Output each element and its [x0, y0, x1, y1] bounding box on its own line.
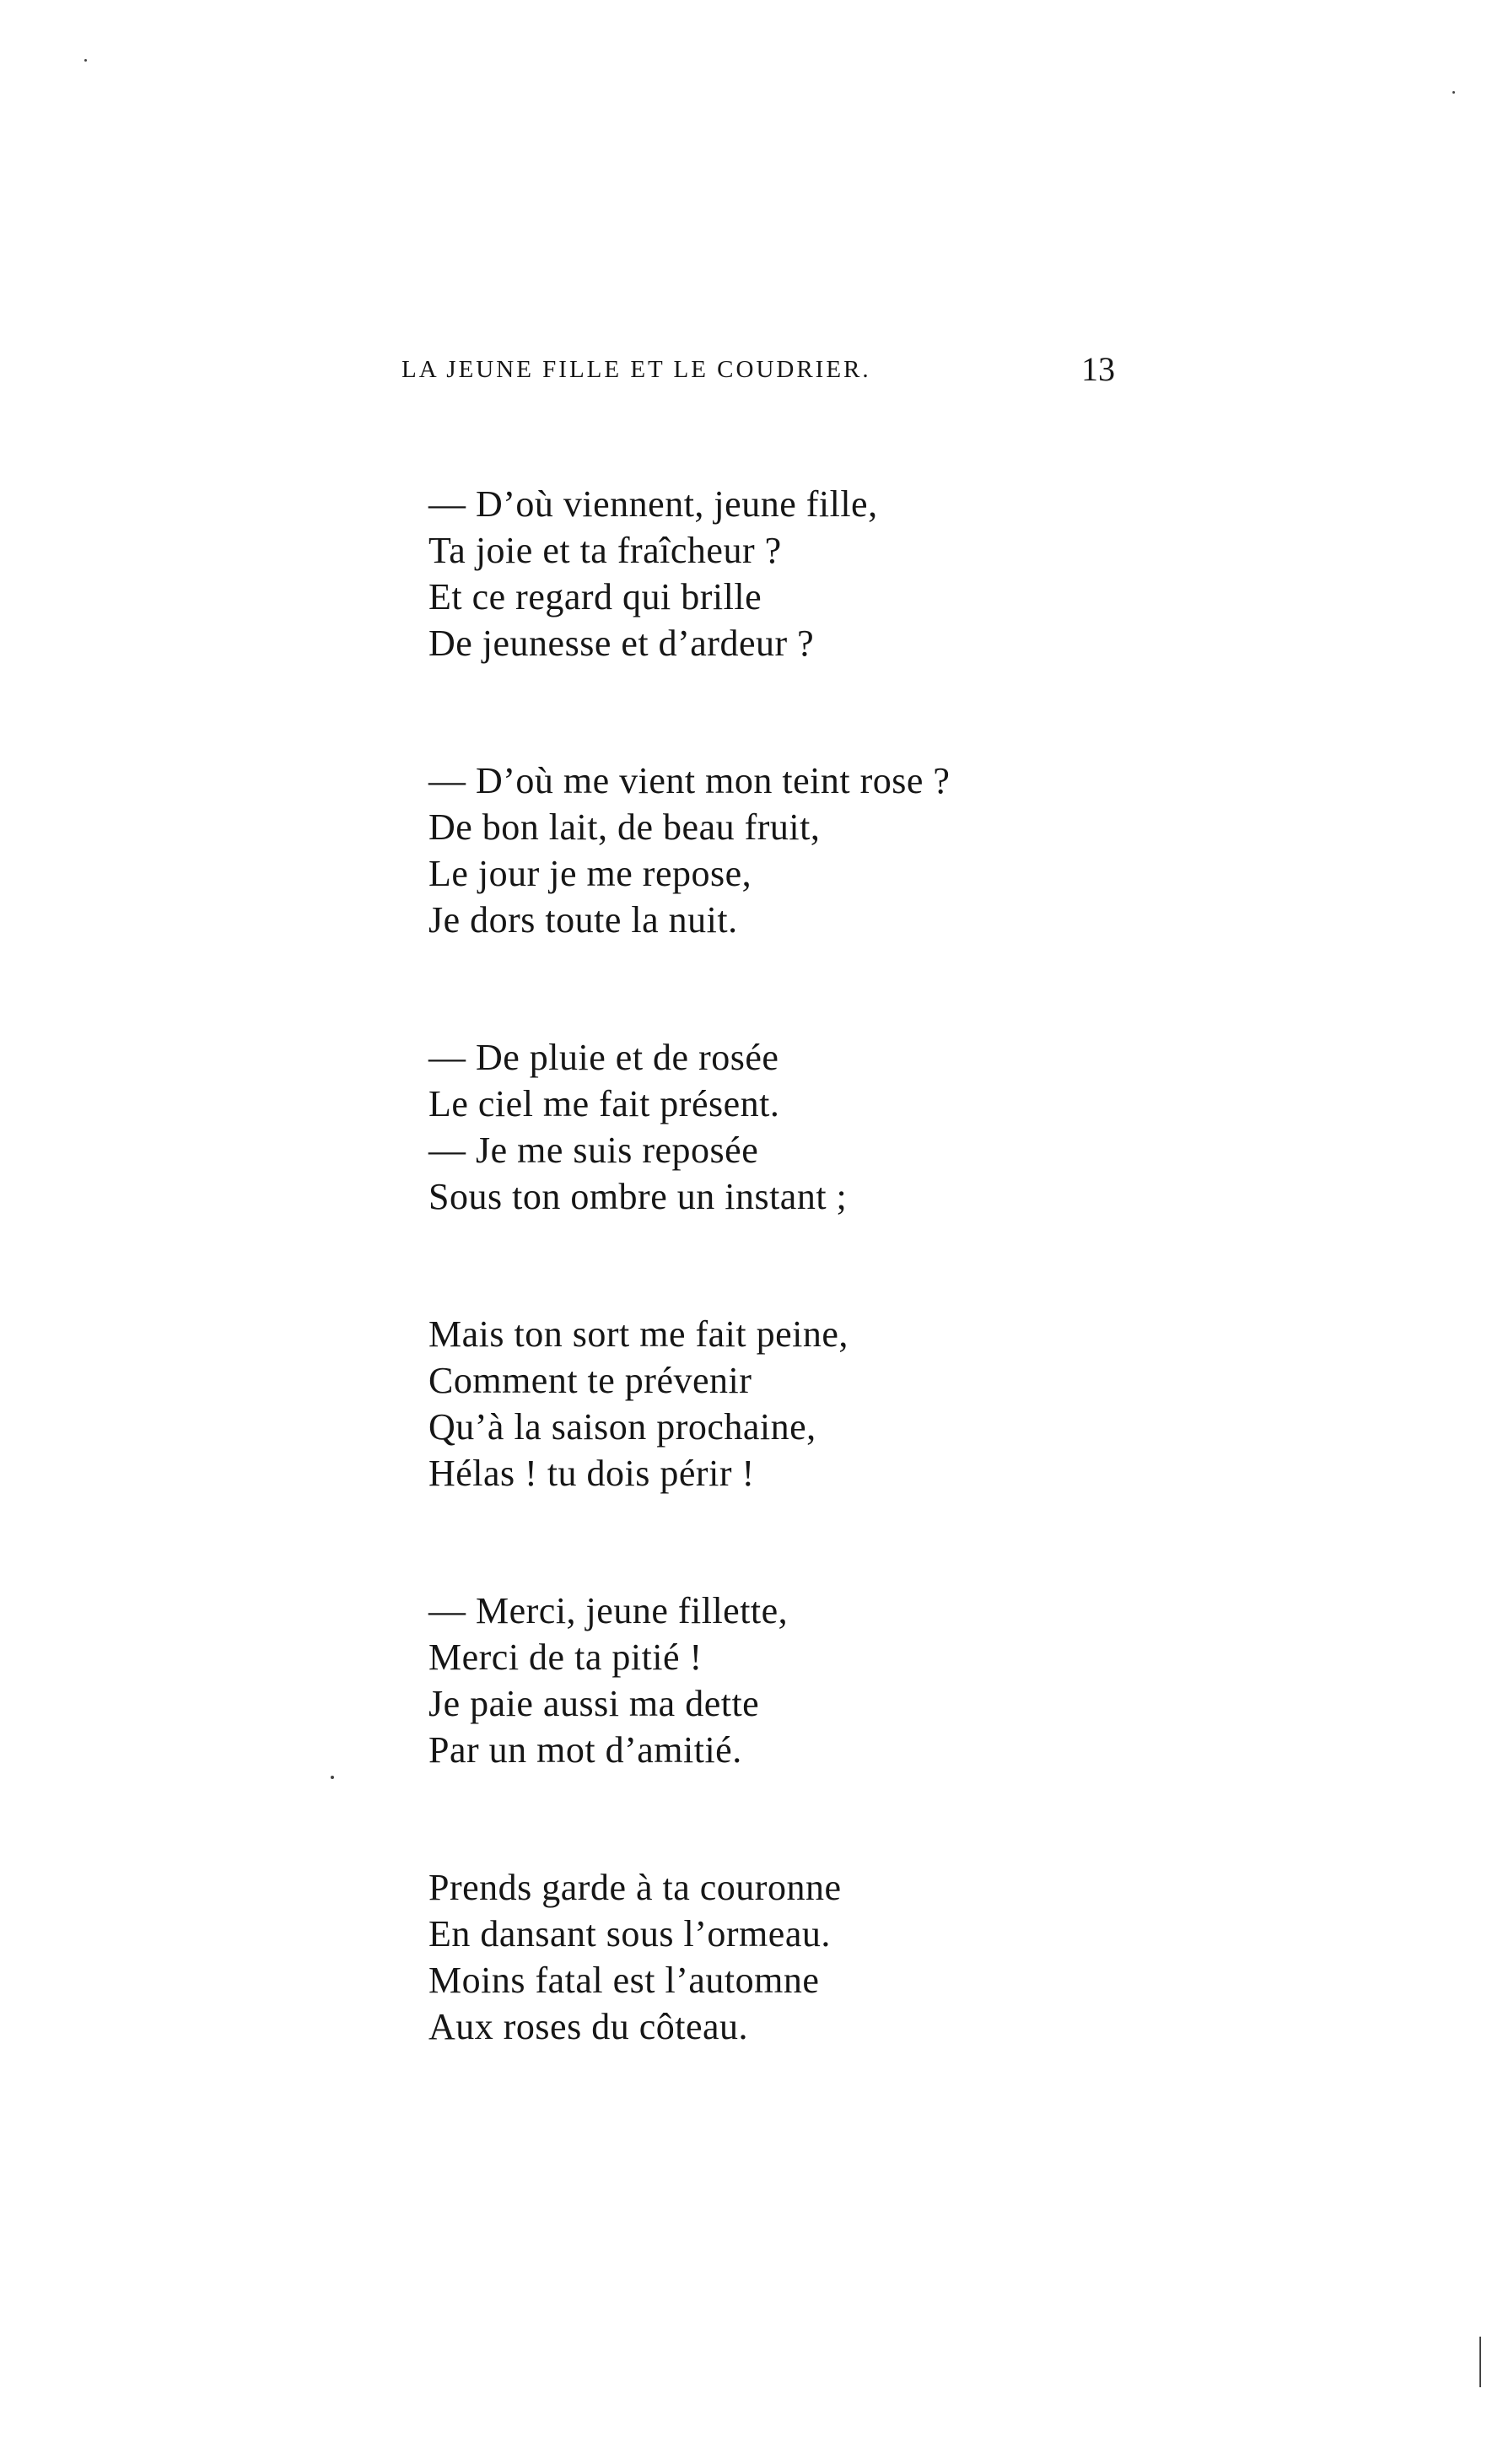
poem-line: Prends garde à ta couronne	[428, 1867, 842, 1908]
poem-line: Je dors toute la nuit.	[428, 899, 738, 941]
scan-speck	[331, 1776, 334, 1779]
poem-line: En dansant sous l’ormeau.	[428, 1913, 831, 1954]
page-number: 13	[1081, 350, 1115, 388]
scan-speck	[1479, 2337, 1481, 2387]
poem-line: Par un mot d’amitié.	[428, 1729, 742, 1771]
poem-line: — Merci, jeune fillette,	[428, 1590, 789, 1631]
stanza-3	[428, 1034, 1272, 1220]
poem-line: Moins fatal est l’automne	[428, 1960, 820, 2001]
poem-line: Le jour je me repose,	[428, 853, 752, 894]
poem-line: — De pluie et de rosée	[428, 1037, 779, 1078]
poem	[428, 481, 1272, 2141]
poem-line: Mais ton sort me fait peine,	[428, 1313, 849, 1355]
poem-line: — D’où me vient mon teint rose ?	[428, 760, 951, 801]
stanza-2	[428, 758, 1272, 943]
running-title: LA JEUNE FILLE ET LE COUDRIER.	[401, 356, 871, 383]
poem-line: Je paie aussi ma dette	[428, 1683, 760, 1724]
poem-line: Le ciel me fait présent.	[428, 1083, 780, 1124]
poem-line: Merci de ta pitié !	[428, 1636, 703, 1678]
scan-speck	[84, 59, 87, 62]
poem-line: Ta joie et ta fraîcheur ?	[428, 530, 782, 571]
poem-line: De jeunesse et d’ardeur ?	[428, 623, 815, 664]
poem-line: — D’où viennent, jeune fille,	[428, 483, 878, 525]
poem-line: Comment te prévenir	[428, 1360, 752, 1401]
poem-line: Aux roses du côteau.	[428, 2006, 749, 2047]
scan-speck	[1452, 91, 1455, 94]
stanza-4	[428, 1311, 1272, 1496]
poem-line: Hélas ! tu dois périr !	[428, 1453, 755, 1494]
poem-line: Qu’à la saison prochaine,	[428, 1406, 816, 1448]
stanza-6	[428, 1864, 1272, 2050]
poem-line: De bon lait, de beau fruit,	[428, 806, 821, 848]
poem-line: — Je me suis reposée	[428, 1130, 759, 1171]
poem-line: Et ce regard qui brille	[428, 576, 762, 617]
stanza-1	[428, 481, 1272, 666]
poem-line: Sous ton ombre un instant ;	[428, 1176, 848, 1217]
stanza-5	[428, 1588, 1272, 1773]
